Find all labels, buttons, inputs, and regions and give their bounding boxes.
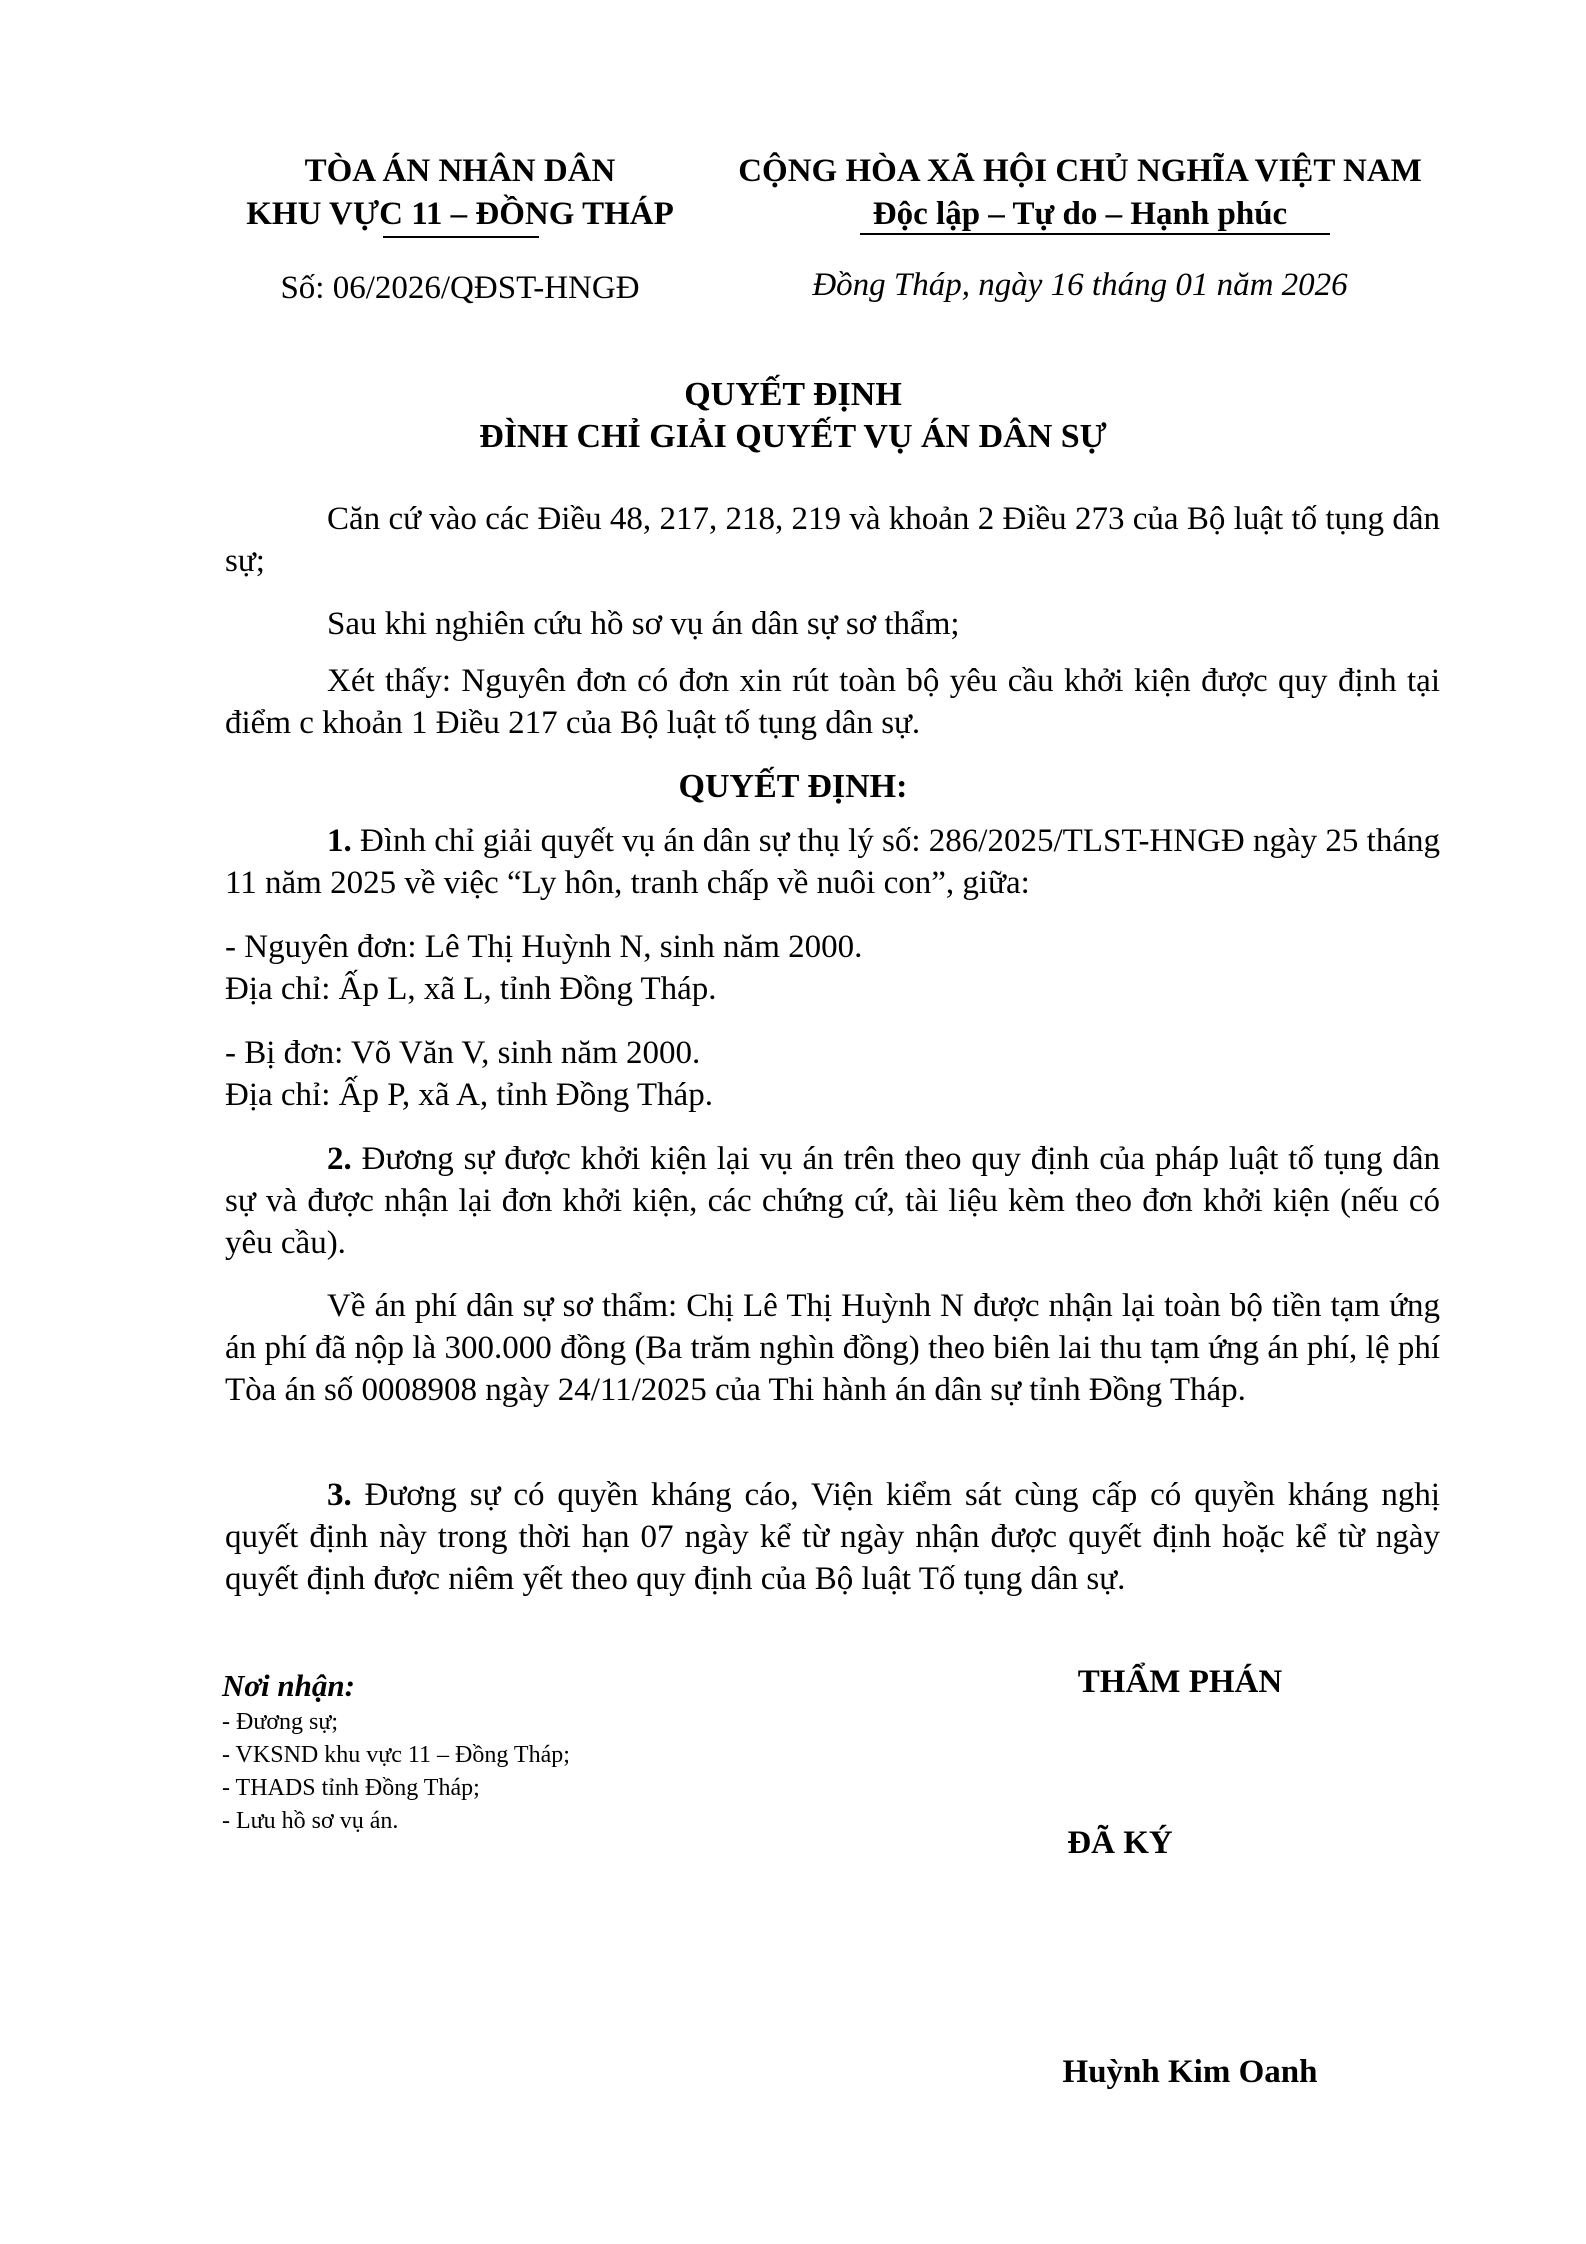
motto-underline bbox=[860, 233, 1330, 235]
document-date: Đồng Tháp, ngày 16 tháng 01 năm 2026 bbox=[812, 267, 1348, 303]
signer-role: THẨM PHÁN bbox=[1077, 1664, 1283, 1700]
decision-item-3 bbox=[225, 1474, 1440, 1600]
decision-item-1 bbox=[225, 820, 1440, 904]
decision-item-2 bbox=[225, 1138, 1440, 1264]
item-3-number: 3. bbox=[327, 1477, 352, 1513]
document-number: Số: 06/2026/QĐST-HNGĐ bbox=[280, 270, 640, 306]
recipients-block bbox=[222, 1666, 822, 1838]
recipients-title: Nơi nhận: bbox=[222, 1668, 355, 1703]
signed-mark: ĐÃ KÝ bbox=[1067, 1825, 1173, 1861]
court-header-underline bbox=[383, 236, 539, 238]
document-subtitle: ĐÌNH CHỈ GIẢI QUYẾT VỤ ÁN DÂN SỰ bbox=[479, 418, 1107, 455]
recipient-item: - Đương sự; bbox=[222, 1709, 339, 1735]
national-header bbox=[720, 150, 1440, 236]
item-2-number: 2. bbox=[327, 1141, 352, 1177]
court-fee-paragraph: Về án phí dân sự sơ thẩm: Chị Lê Thị Huỳnh N được nhận lại toàn bộ tiền tạm ứng án phí đã nộp là 300.000 đồng (Ba trăm nghìn đồng) theo biên lai thu tạm ứng án phí, lệ phí Tòa án số 0008908 ngày 24/11/2025 của Thi hành án dân sự tỉnh Đồng Tháp. bbox=[225, 1288, 1440, 1408]
preamble-1: Căn cứ vào các Điều 48, 217, 218, 219 và khoản 2 Điều 273 của Bộ luật tố tụng dân sự; bbox=[225, 501, 1440, 579]
document-title: QUYẾT ĐỊNH bbox=[684, 376, 902, 413]
court-name: TÒA ÁN NHÂN DÂN bbox=[304, 153, 616, 189]
plaintiff-address: Địa chỉ: Ấp L, xã L, tỉnh Đồng Tháp. bbox=[225, 971, 717, 1007]
decision-heading: QUYẾT ĐỊNH: bbox=[678, 768, 908, 805]
recipient-item: - THADS tỉnh Đồng Tháp; bbox=[222, 1775, 480, 1801]
item-3-text: Đương sự có quyền kháng cáo, Viện kiểm sát cùng cấp có quyền kháng nghị quyết định này trong thời hạn 07 ngày kể từ ngày nhận được quyết định hoặc kể từ ngày quyết định được niêm yết theo quy định của Bộ luật Tố tụng dân sự. bbox=[225, 1477, 1440, 1597]
court-district: KHU VỰC 11 – ĐỒNG THÁP bbox=[246, 196, 674, 232]
item-2-text: Đương sự được khởi kiện lại vụ án trên theo quy định của pháp luật tố tụng dân sự và được nhận lại đơn khởi kiện, các chứng cứ, tài liệu kèm theo đơn khởi kiện (nếu có yêu cầu). bbox=[225, 1141, 1440, 1261]
recipient-item: - VKSND khu vực 11 – Đồng Tháp; bbox=[222, 1742, 570, 1768]
preamble-3: Xét thấy: Nguyên đơn có đơn xin rút toàn bộ yêu cầu khởi kiện được quy định tại điểm c khoản 1 Điều 217 của Bộ luật tố tụng dân sự. bbox=[225, 663, 1440, 741]
preamble-2: Sau khi nghiên cứu hồ sơ vụ án dân sự sơ thẩm; bbox=[327, 606, 960, 642]
national-title: CỘNG HÒA XÃ HỘI CHỦ NGHĨA VIỆT NAM bbox=[738, 153, 1422, 189]
national-motto: Độc lập – Tự do – Hạnh phúc bbox=[872, 196, 1288, 232]
item-1-text: Đình chỉ giải quyết vụ án dân sự thụ lý số: 286/2025/TLST-HNGĐ ngày 25 tháng 11 năm 2025 về việc “Ly hôn, tranh chấp về nuôi con”, giữa: bbox=[225, 823, 1440, 901]
defendant-block bbox=[225, 1032, 1440, 1116]
signer-name: Huỳnh Kim Oanh bbox=[1062, 2054, 1318, 2090]
plaintiff-name: - Nguyên đơn: Lê Thị Huỳnh N, sinh năm 2000. bbox=[225, 929, 863, 965]
plaintiff-block bbox=[225, 926, 1440, 1010]
recipient-item: - Lưu hồ sơ vụ án. bbox=[222, 1808, 399, 1834]
court-header bbox=[200, 150, 720, 236]
defendant-address: Địa chỉ: Ấp P, xã A, tỉnh Đồng Tháp. bbox=[225, 1077, 713, 1113]
item-1-number: 1. bbox=[327, 823, 352, 859]
defendant-name: - Bị đơn: Võ Văn V, sinh năm 2000. bbox=[225, 1035, 701, 1071]
